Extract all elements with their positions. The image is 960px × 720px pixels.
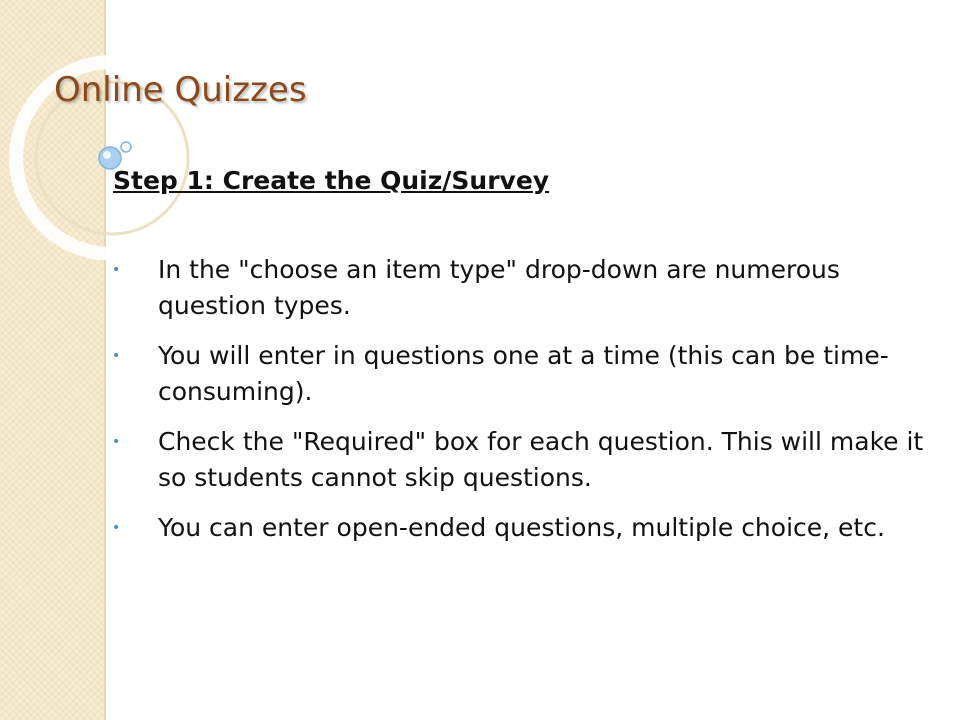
bullet-item [110, 424, 930, 496]
bullet-dot-icon: • [112, 520, 121, 536]
bullet-dot-icon: • [112, 434, 121, 450]
bullet-item [110, 338, 930, 410]
bullet-dot-icon: • [112, 348, 121, 364]
decorative-circles [0, 0, 260, 260]
bullet-text: You will enter in questions one at a time (this can be time-consuming). [158, 341, 889, 406]
bullet-item [110, 510, 930, 546]
bullet-dot-icon: • [112, 262, 121, 278]
bullet-text: You can enter open-ended questions, multiple choice, etc. [158, 513, 885, 542]
slide-subtitle: Step 1: Create the Quiz/Survey [113, 166, 550, 195]
slide-title: Online Quizzes [54, 70, 307, 110]
bullet-item [110, 252, 930, 324]
bullet-text: Check the "Required" box for each question. This will make it so students cannot skip questions. [158, 427, 924, 492]
bullet-text: In the "choose an item type" drop-down are numerous question types. [158, 255, 840, 320]
bullet-list [110, 252, 930, 560]
